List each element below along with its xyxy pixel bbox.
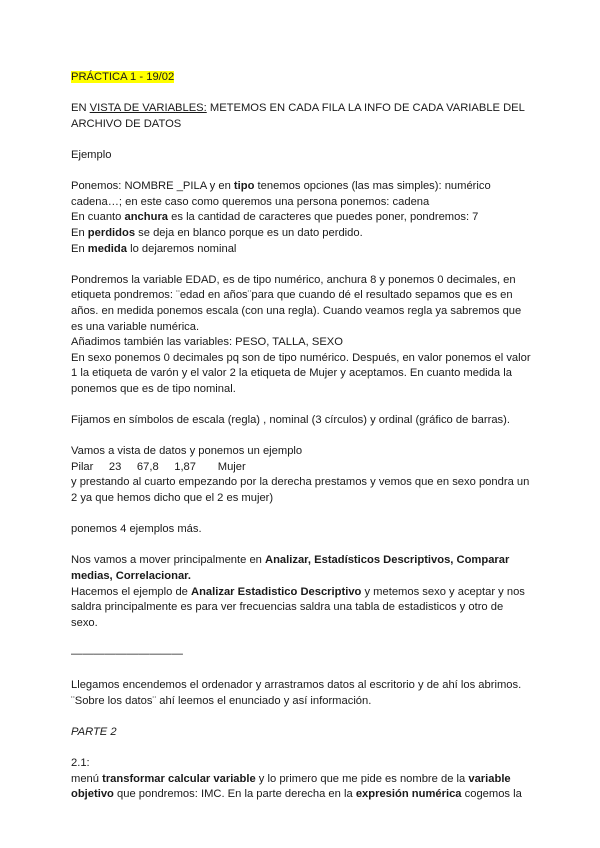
text: Hacemos el ejemplo de xyxy=(71,585,192,598)
text: tenemos opciones (las mas simples): numérico cadena…; en este caso como queremos una persona ponemos: cadena xyxy=(71,180,491,208)
intro-prefix: EN xyxy=(71,102,90,115)
text: se deja en blanco porque es un dato perdido. xyxy=(135,226,363,239)
bold-term: Analizar Estadistico Descriptivo xyxy=(191,585,362,598)
spacer xyxy=(71,507,531,523)
spacer xyxy=(71,164,531,180)
paragraph-sexo-value: y prestando al cuarto empezando por la derecha prestamos y vemos que en sexo pondra un 2 ya que hemos dicho que el 2 es mujer) xyxy=(71,476,530,505)
spacer xyxy=(71,257,531,273)
text: Ponemos: NOMBRE _PILA y en xyxy=(71,180,234,193)
example-label: Ejemplo xyxy=(71,148,112,161)
divider-line: —————————— xyxy=(71,647,183,660)
paragraph-medida xyxy=(71,242,531,258)
text: En xyxy=(71,242,88,255)
text: y metemos sexo y aceptar y nos saldra principalmente es para ver frecuencias saldra una tabla de estadisticos y otro de sexo. xyxy=(71,585,525,629)
bold-term: medida xyxy=(87,242,127,255)
spacer xyxy=(71,741,531,757)
text: menú xyxy=(71,772,103,785)
example-data-row: Pilar 23 67,8 1,87 Mujer xyxy=(71,460,246,473)
intro-paragraph xyxy=(71,101,531,132)
paragraph-data-view: Vamos a vista de datos y ponemos un ejemplo xyxy=(71,445,303,458)
bold-term: transformar calcular variable xyxy=(102,772,256,785)
paragraph-symbols: Fijamos en símbolos de escala (regla) , nominal (3 círculos) y ordinal (gráfico de barras). xyxy=(71,414,510,427)
spacer xyxy=(71,538,531,554)
title-highlight: PRÁCTICA 1 - 19/02 xyxy=(71,71,175,83)
paragraph-sexo: En sexo ponemos 0 decimales pq son de tipo numérico. Después, en valor ponemos el valor 1 la etiqueta de varón y el valor 2 la etiqueta de Mujer y aceptamos. En cuanto medida la ponemos que es de tipo nominal. xyxy=(71,351,531,395)
text: En cuanto xyxy=(71,211,125,224)
bold-term: expresión numérica xyxy=(355,788,462,801)
paragraph-tipo xyxy=(71,179,531,210)
text: lo dejaremos nominal xyxy=(126,242,237,255)
document-body xyxy=(71,70,531,803)
text: es la cantidad de caracteres que puedes poner, pondremos: 7 xyxy=(168,211,479,224)
spacer xyxy=(71,709,531,725)
spacer xyxy=(71,663,531,679)
intro-underlined: VISTA DE VARIABLES: xyxy=(89,102,207,115)
section-number: 2.1: xyxy=(71,757,90,770)
paragraph-anchura xyxy=(71,210,531,226)
spacer xyxy=(71,397,531,413)
bold-term: Analizar, Estadísticos Descriptivos, Comparar medias, Correlacionar. xyxy=(71,554,510,582)
text: y lo primero que me pide es nombre de la xyxy=(255,772,469,785)
text: En xyxy=(71,226,88,239)
bold-term: perdidos xyxy=(87,226,136,239)
bold-term: variable objetivo xyxy=(71,772,511,801)
spacer xyxy=(71,631,531,647)
paragraph-add-variables: Añadimos también las variables: PESO, TALLA, SEXO xyxy=(71,336,343,349)
paragraph-edad: Pondremos la variable EDAD, es de tipo numérico, anchura 8 y ponemos 0 decimales, en etiqueta pondremos: ¨edad en años¨para que cuando dé el resultado sepamos que es en años. en medida ponemos escala (con una regla). Cuando veamos regla ya sabremos que es una variable numérica. xyxy=(71,273,522,333)
part-2-heading: PARTE 2 xyxy=(71,725,117,738)
intro-rest: METEMOS EN CADA FILA LA INFO DE CADA VARIABLE DEL ARCHIVO DE DATOS xyxy=(71,102,525,130)
text: Nos vamos a mover principalmente en xyxy=(71,554,266,567)
paragraph-descriptive xyxy=(71,585,531,632)
bold-term: anchura xyxy=(124,211,169,224)
paragraph-examples: ponemos 4 ejemplos más. xyxy=(71,523,202,536)
spacer xyxy=(71,132,531,148)
paragraph-transform xyxy=(71,772,531,803)
practice-title xyxy=(71,70,531,86)
spacer xyxy=(71,429,531,445)
paragraph-menus xyxy=(71,553,531,584)
text: que pondremos: IMC. En la parte derecha en la xyxy=(113,788,356,801)
spacer xyxy=(71,86,531,102)
paragraph-arrival: Llegamos encendemos el ordenador y arrastramos datos al escritorio y de ahí los abrimos. ¨Sobre los datos¨ ahí leemos el enunciado y así información. xyxy=(71,679,522,707)
bold-term: tipo xyxy=(233,180,255,193)
text: cogemos la xyxy=(461,788,522,801)
paragraph-perdidos xyxy=(71,226,531,242)
